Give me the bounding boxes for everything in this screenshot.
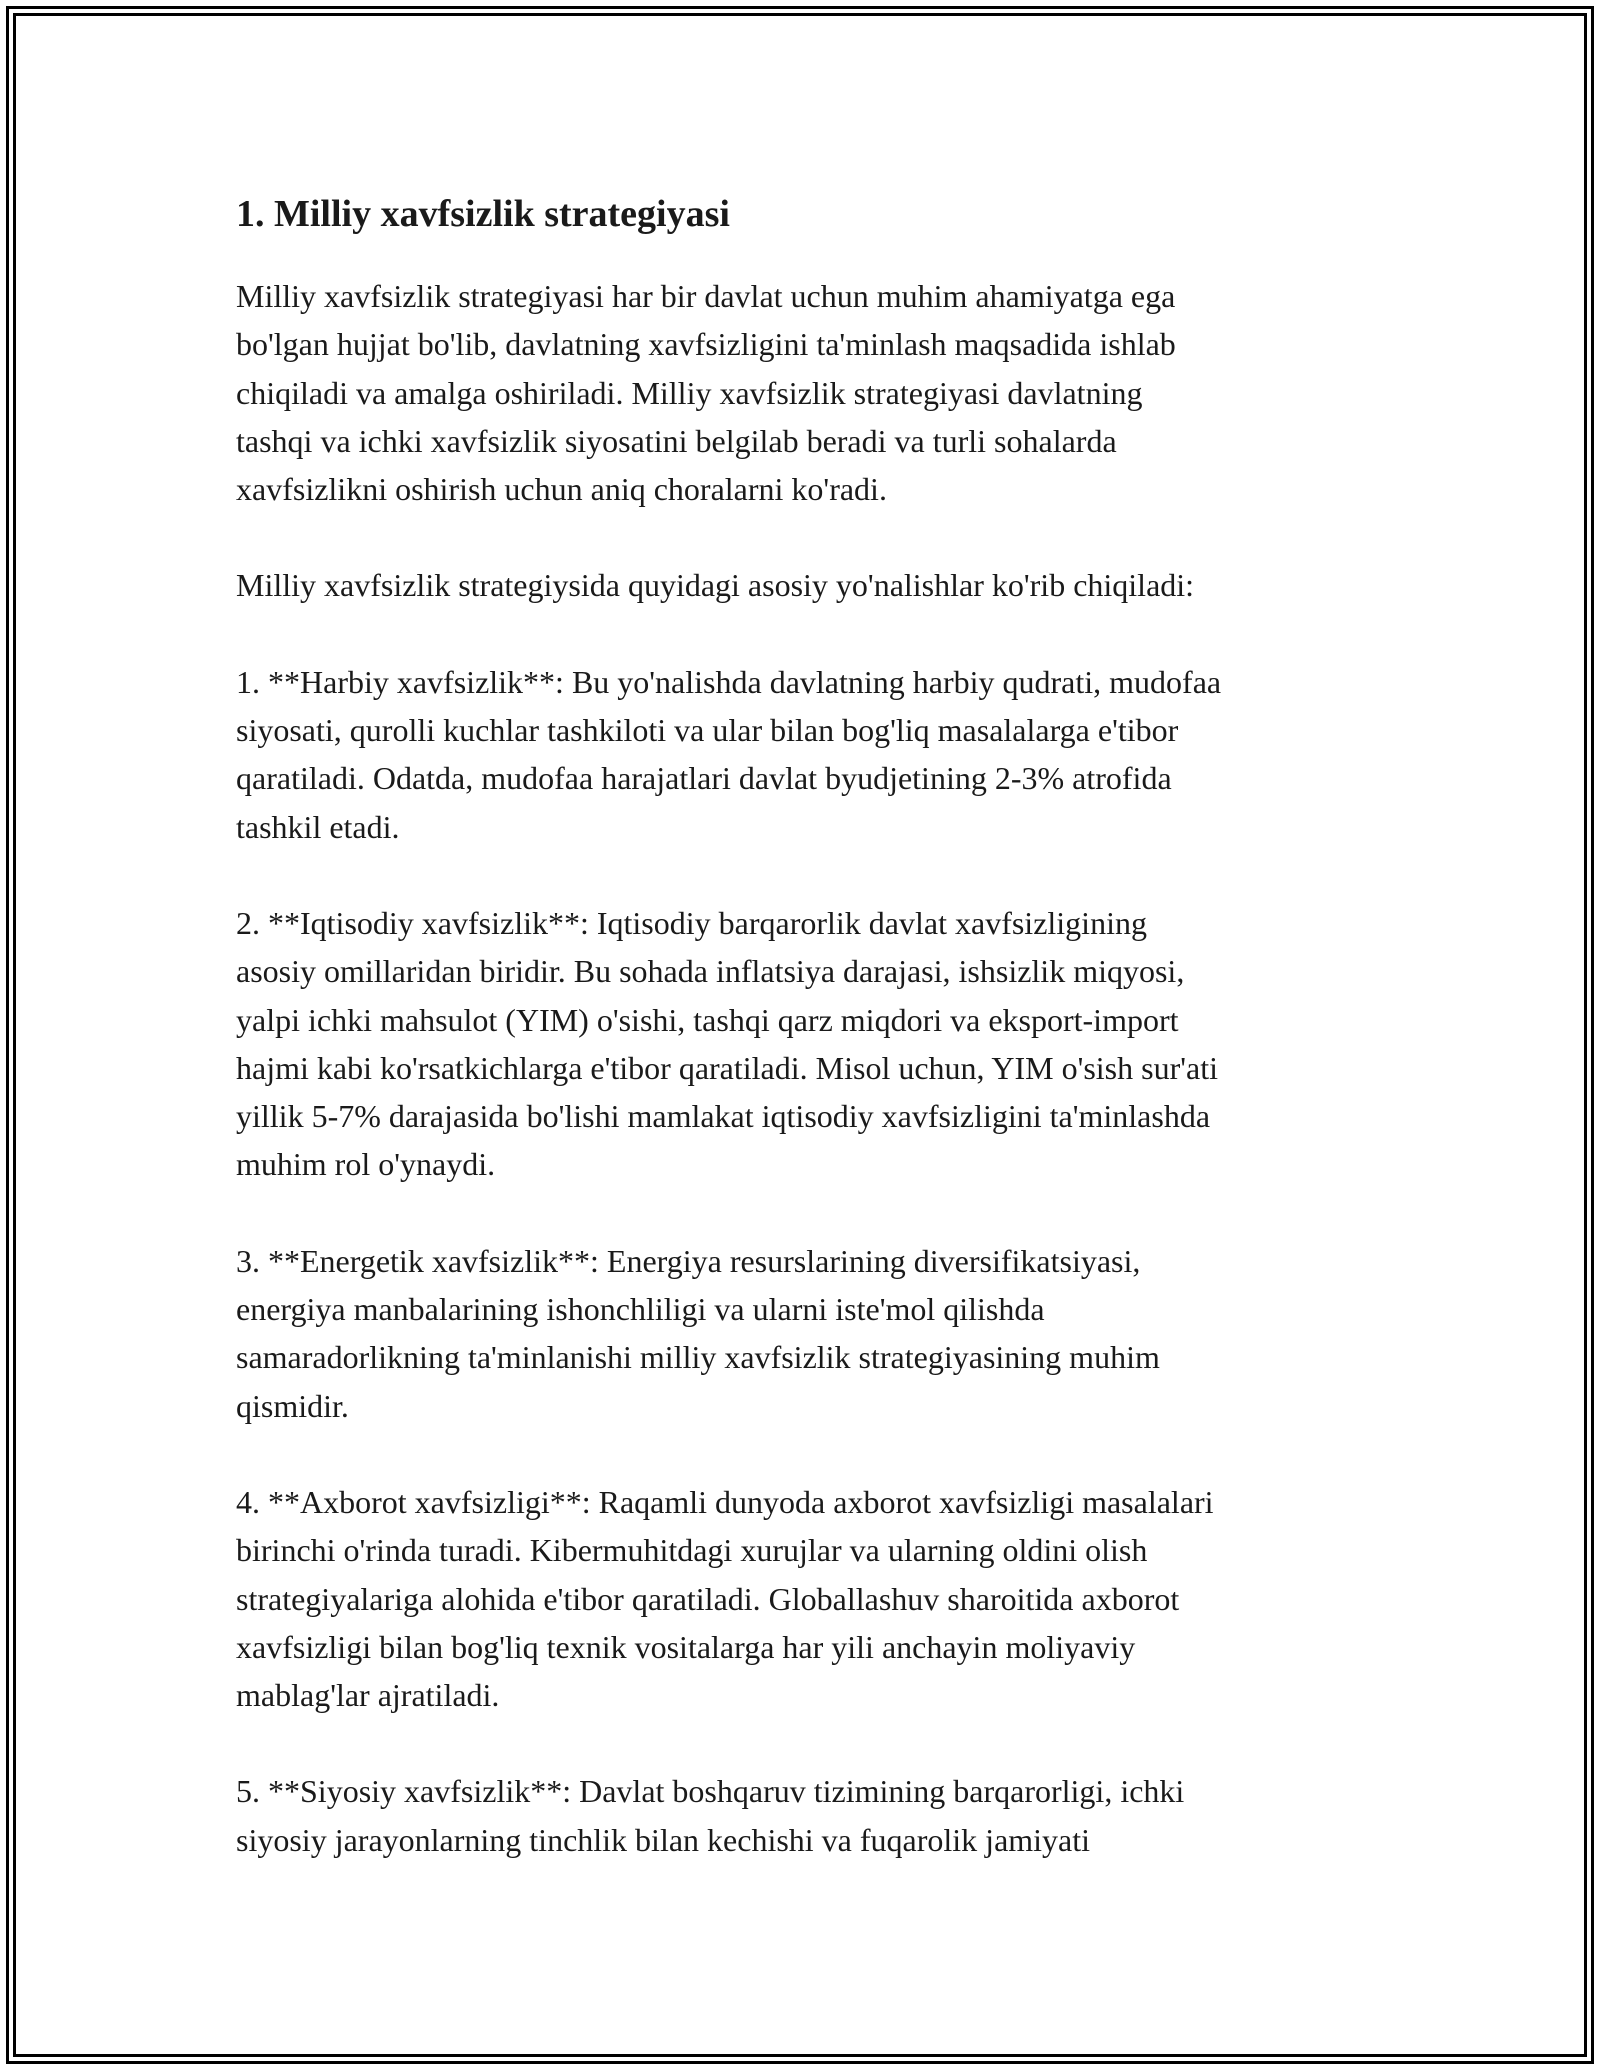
energy-security-paragraph: 3. **Energetik xavfsizlik**: Energiya resurslarining diversifikatsiyasi, energiya manbalarining ishonchliligi va ularni iste'mol qilishda samaradorlikning ta'minlanishi milliy xavfsizlik strategiyasining muhim qismidir. xyxy=(236,1242,1160,1424)
intro-paragraph: Milliy xavfsizlik strategiyasi har bir davlat uchun muhim ahamiyatga ega bo'lgan hujjat bo'lib, davlatning xavfsizligini ta'minlash maqsadida ishlab chiqiladi va amalga oshiriladi. Milliy xavfsizlik strategiyasi davlatning tashqi va ichki xavfsizlik siyosatini belgilab beradi va turli sohalarda xavfsizlikni oshirish uchun aniq choralarni ko'radi. xyxy=(236,278,1176,508)
document-body xyxy=(236,186,1386,1912)
document-title: 1. Milliy xavfsizlik strategiyasi xyxy=(236,193,730,235)
information-security-paragraph: 4. **Axborot xavfsizligi**: Raqamli dunyoda axborot xavfsizligi masalalari birinchi o'rinda turadi. Kibermuhitdagi xurujlar va ularning oldini olish strategiyalariga alohida e'tibor qaratiladi. Globallashuv sharoitida axborot xavfsizligi bilan bog'liq texnik vositalarga har yili anchayin moliyaviy mablag'lar ajratiladi. xyxy=(236,1483,1214,1714)
political-security-paragraph: 5. **Siyosiy xavfsizlik**: Davlat boshqaruv tizimining barqarorligi, ichki siyosiy jarayonlarning tinchlik bilan kechishi va fuqarolik jamiyati xyxy=(236,1773,1185,1858)
economic-security-paragraph: 2. **Iqtisodiy xavfsizlik**: Iqtisodiy barqarorlik davlat xavfsizligining asosiy omillaridan biridir. Bu sohada inflatsiya darajasi, ishsizlik miqyosi, yalpi ichki mahsulot (YIM) o'sishi, tashqi qarz miqdori va eksport-import hajmi kabi ko'rsatkichlarga e'tibor qaratiladi. Misol uchun, YIM o'sish sur'ati yillik 5-7% darajasida bo'lishi mamlakat iqtisodiy xavfsizligini ta'minlashda muhim rol o'ynaydi. xyxy=(236,904,1218,1183)
directions-intro-paragraph: Milliy xavfsizlik strategiysida quyidagi asosiy yo'nalishlar ko'rib chiqiladi: xyxy=(236,567,1195,604)
military-security-paragraph: 1. **Harbiy xavfsizlik**: Bu yo'nalishda davlatning harbiy qudrati, mudofaa siyosati, qurolli kuchlar tashkiloti va ular bilan bog'liq masalalarga e'tibor qaratiladi. Odatda, mudofaa harajatlari davlat byudjetining 2-3% atrofida tashkil etadi. xyxy=(236,663,1222,845)
